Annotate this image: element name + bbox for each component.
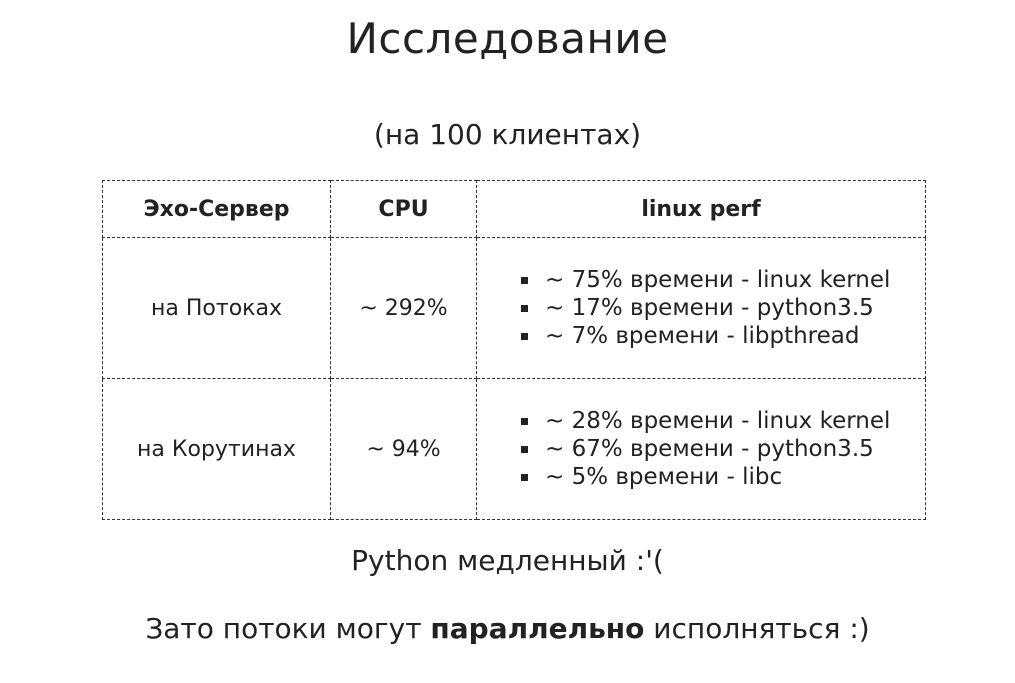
- perf-item: [521, 463, 925, 491]
- conclusion-text: Python медленный :'(: [351, 544, 664, 577]
- header-server: Эхо-Сервер: [103, 181, 331, 238]
- perf-cell: [477, 238, 926, 379]
- bullet-icon: [521, 446, 528, 453]
- page-subtitle: (на 100 клиентах): [373, 118, 642, 151]
- bullet-icon: [521, 305, 528, 312]
- cpu-cell: ~ 94%: [331, 379, 477, 520]
- perf-item-text: ~ 7% времени - libpthread: [545, 323, 860, 349]
- server-cell: на Корутинах: [103, 379, 331, 520]
- perf-item: [521, 294, 925, 322]
- note-text-after: исполняться :): [644, 612, 870, 645]
- perf-item-text: ~ 17% времени - python3.5: [545, 295, 874, 321]
- conclusion-note: [0, 612, 1015, 645]
- server-cell: на Потоках: [103, 238, 331, 379]
- bullet-icon: [521, 277, 528, 284]
- perf-item: [521, 435, 925, 463]
- perf-item-text: ~ 67% времени - python3.5: [545, 436, 874, 462]
- perf-item: [521, 407, 925, 435]
- header-cpu: CPU: [331, 181, 477, 238]
- perf-list: [477, 407, 925, 491]
- note-text-bold: параллельно: [430, 612, 645, 645]
- results-table: [102, 180, 926, 520]
- note-text-before: Зато потоки могут: [145, 612, 431, 645]
- page-title: Исследование: [346, 14, 669, 63]
- bullet-icon: [521, 333, 528, 340]
- bullet-icon: [521, 474, 528, 481]
- table-header-row: [103, 181, 926, 238]
- perf-item-text: ~ 75% времени - linux kernel: [545, 267, 891, 293]
- cpu-cell: ~ 292%: [331, 238, 477, 379]
- perf-item: [521, 322, 925, 350]
- perf-item-text: ~ 28% времени - linux kernel: [545, 408, 891, 434]
- header-perf: linux perf: [477, 181, 926, 238]
- table-row: [103, 238, 926, 379]
- perf-item: [521, 266, 925, 294]
- perf-item-text: ~ 5% времени - libc: [545, 464, 783, 490]
- table-row: [103, 379, 926, 520]
- bullet-icon: [521, 418, 528, 425]
- perf-cell: [477, 379, 926, 520]
- perf-list: [477, 266, 925, 350]
